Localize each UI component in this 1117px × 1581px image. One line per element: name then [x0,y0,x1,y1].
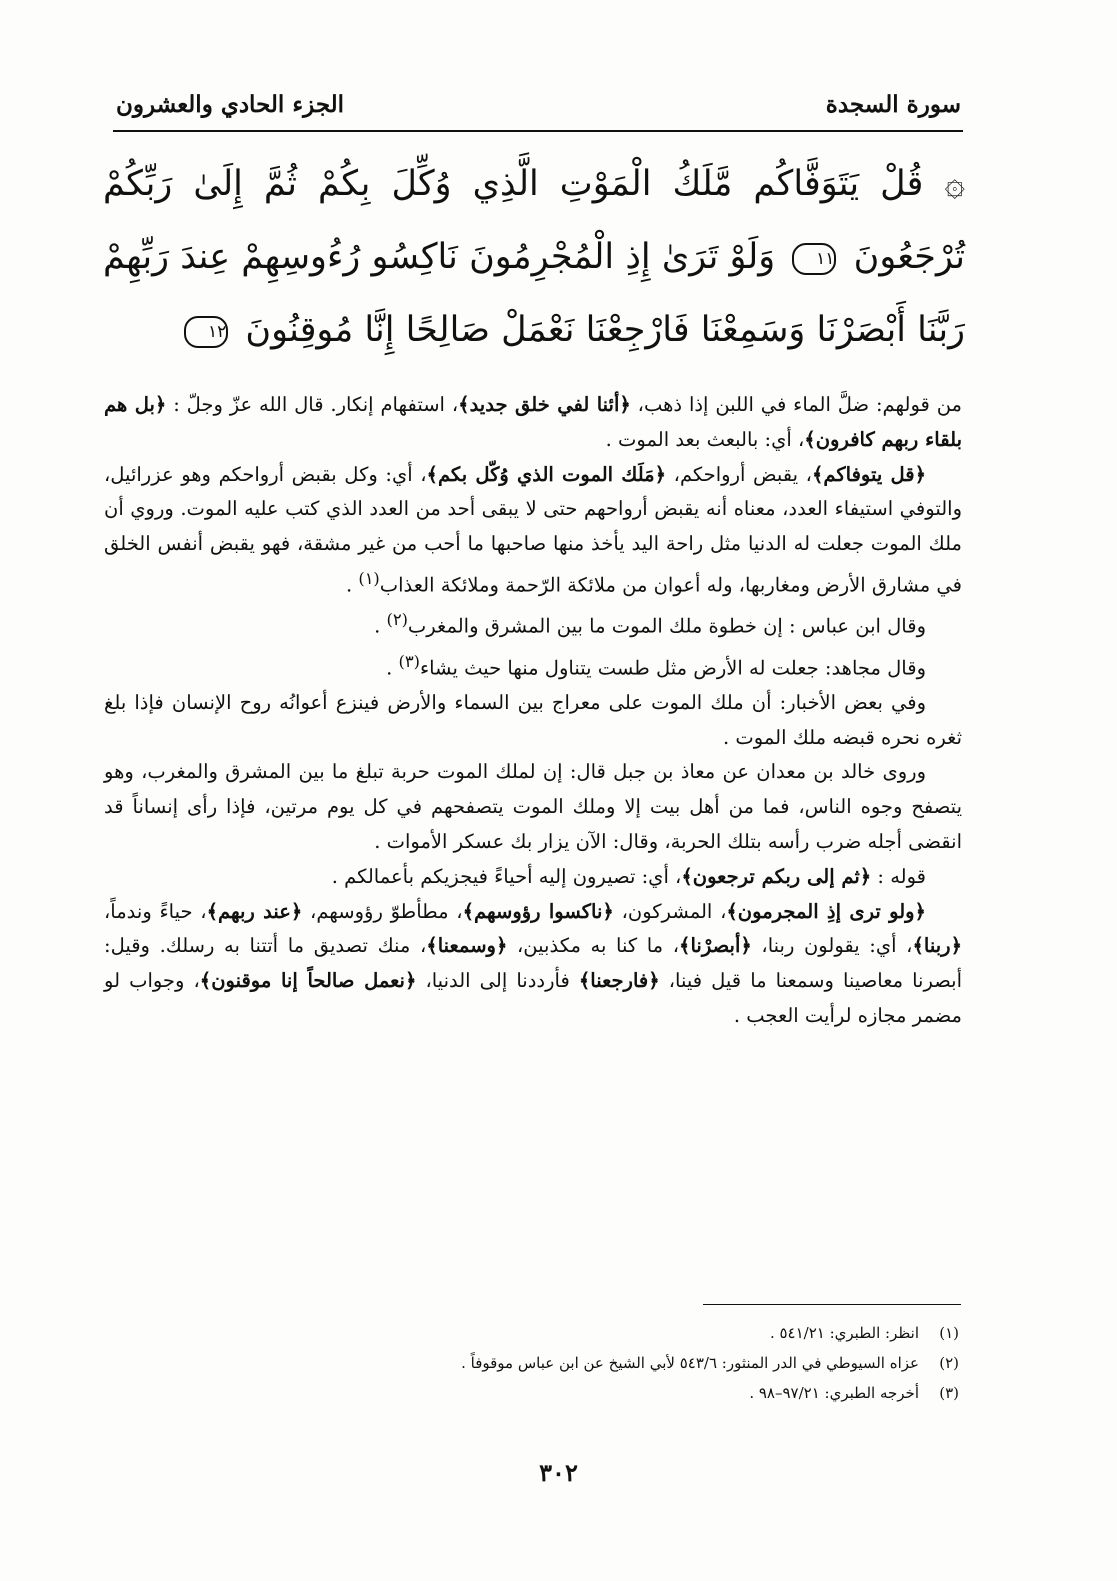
footnote-divider [703,1304,961,1305]
verse-number-11: ١١ [792,243,836,275]
verse-text-2: إِذِ الْمُجْرِمُونَ نَاكِسُو رُءُوسِهِمْ عِندَ رَبِّهِمْ رَبَّنَا أَبْصَرْنَا وَسَمِعْنَا فَارْجِعْنَا [103,237,965,350]
quote: ﴿عند ربهم﴾ [206,899,303,923]
quote: ﴿ولو ترى إذِ المجرمون﴾ [726,899,926,923]
footnote-text: انظر: الطبري: ٥٤١/٢١ . [769,1324,919,1342]
paragraph: وروى خالد بن معدان عن معاذ بن جبل قال: إن لملك الموت حربة تبلغ ما بين المشرق والمغرب، وهو يتصفح وجوه الناس، فما من أهل بيت إلا وملك الموت يتصفحهم في كل يوم مرتين، فإذا رأى إنساناً قد انقضى أجله ضرب رأسه بتلك الحربة، وقال: الآن يزار بك عسكر الأموات . [104,760,962,854]
surah-title: سورة السجدة [825,90,961,118]
quran-verses [103,148,965,367]
text: ، المشركون، [613,899,727,923]
paragraph: وفي بعض الأخبار: أن ملك الموت على معراج بين السماء والأرض فينزع أعوانُه روح الإنسان فإذا بلغ ثغره نحره قبضه ملك الموت . [104,690,962,749]
verse-number-12: ١٢ [184,316,228,348]
juz-title: الجزء الحادي والعشرون [116,90,345,118]
text: ، أي: بالبعث بعد الموت . [605,427,805,451]
paragraph [104,603,962,644]
text: وقال ابن عباس : إن خطوة ملك الموت ما بين المشرق والمغرب [407,614,926,638]
paragraph [104,458,962,604]
text: ، ما كنا به مكذبين، [507,934,680,958]
footnote-number: (١) [939,1324,959,1342]
paragraph [104,388,962,458]
footnote-item [104,1318,959,1348]
text: ، استفهام إنكار. قال الله عزّ وجلّ : [166,393,459,416]
paragraph [104,860,962,895]
text: ، أي: يقولون ربنا، [751,934,913,958]
verse-text-3: نَعْمَلْ صَالِحًا إِنَّا مُوقِنُونَ [245,310,575,350]
text: ، حياءً وندماً، [104,899,207,923]
text: ، منك تصديق ما أتتنا به رسلك. وقيل: أبصرنا معاصينا وسمعنا ما قيل فينا، [104,934,962,993]
text: ، أي: وكل بقبض أرواحكم وهو عزرائيل، والتوفي استيفاء العدد، معناه أنه يقبض أرواحهم حتى لا يبقى أحد من العدد الذي كتب عليه الموت. وروي أن ملك الموت جعلت له الدنيا مثل راحة اليد يأخذ منها صاحبها ما أحب من غير مشقة، فهو يقبض أنفس الخلق في مشارق الأرض ومغاربها، وله أعوان من ملائكة الرّحمة وملائكة العذاب [104,462,962,597]
quote: ﴿أئنا لفي خلق جديد﴾ [458,393,631,416]
quote: ﴿وسمعنا﴾ [426,934,508,958]
footnote-text: أخرجه الطبري: ٩٧/٢١–٩٨ . [749,1384,919,1402]
footnote-number: (٣) [939,1384,959,1402]
commentary [104,388,962,1034]
running-header [116,84,961,124]
footnote-number: (٢) [939,1354,959,1372]
quote: ﴿بل هم بلقاء ربهم كافرون﴾ [104,393,962,451]
verse-text-1: قُلْ يَتَوَفَّاكُم مَّلَكُ الْمَوْتِ الَّذِي وُكِّلَ بِكُمْ ثُمَّ إِلَىٰ رَبِّكُمْ تُرْجَعُونَ [103,164,965,277]
footnote-item [104,1378,959,1408]
footnote-text: عزاه السيوطي في الدر المنثور: ٥٤٣/٦ لأبي الشيخ عن ابن عباس موقوفاً . [461,1354,919,1372]
quote: ﴿نعمل صالحاً إنا موقنون﴾ [199,969,417,993]
text: ، يقبض أرواحكم، [666,462,812,486]
paragraph [104,645,962,686]
text: ، وجواب لو مضمر مجازه لرأيت العجب . [104,969,962,1028]
text: فأرددنا إلى الدنيا، [416,969,579,993]
footnote-item [104,1348,959,1378]
quote: ﴿قل يتوفاكم﴾ [811,462,927,486]
quote: ﴿ربنا﴾ [912,934,962,958]
verse-text-1-tail: وَلَوْ تَرَىٰ [661,237,776,277]
page-number: ٣٠٢ [539,1458,578,1487]
text: وقال مجاهد: جعلت له الأرض مثل طست يتناول منها حيث يشاء [419,656,926,680]
text: قوله : [871,864,926,888]
text: . [374,614,387,638]
text: ، مطأطوّ رؤوسهم، [302,899,463,923]
quote: ﴿فارجعنا﴾ [578,969,660,993]
text: . [345,573,359,597]
quote: ﴿ثم إلى ربكم ترجعون﴾ [681,864,872,888]
footnote-ref: (٣) [398,651,420,671]
quote: ﴿مَلَك الموت الذي وُكّل بكم﴾ [426,462,667,486]
text: ، أي: تصيرون إليه أحياءً فيجزيكم بأعمالكم . [331,864,682,888]
star-icon: ۞ [944,164,965,204]
quote: ﴿ناكسوا رؤوسهم﴾ [462,899,614,923]
footnote-ref: (٢) [386,610,408,630]
footnotes [104,1318,959,1408]
paragraph [104,895,962,1034]
text: من قولهم: ضلَّ الماء في اللبن إذا ذهب، [630,393,962,416]
footnote-ref: (١) [358,568,380,588]
text: . [386,656,399,680]
header-divider [113,130,963,132]
quote: ﴿أبصرْنا﴾ [679,934,752,958]
